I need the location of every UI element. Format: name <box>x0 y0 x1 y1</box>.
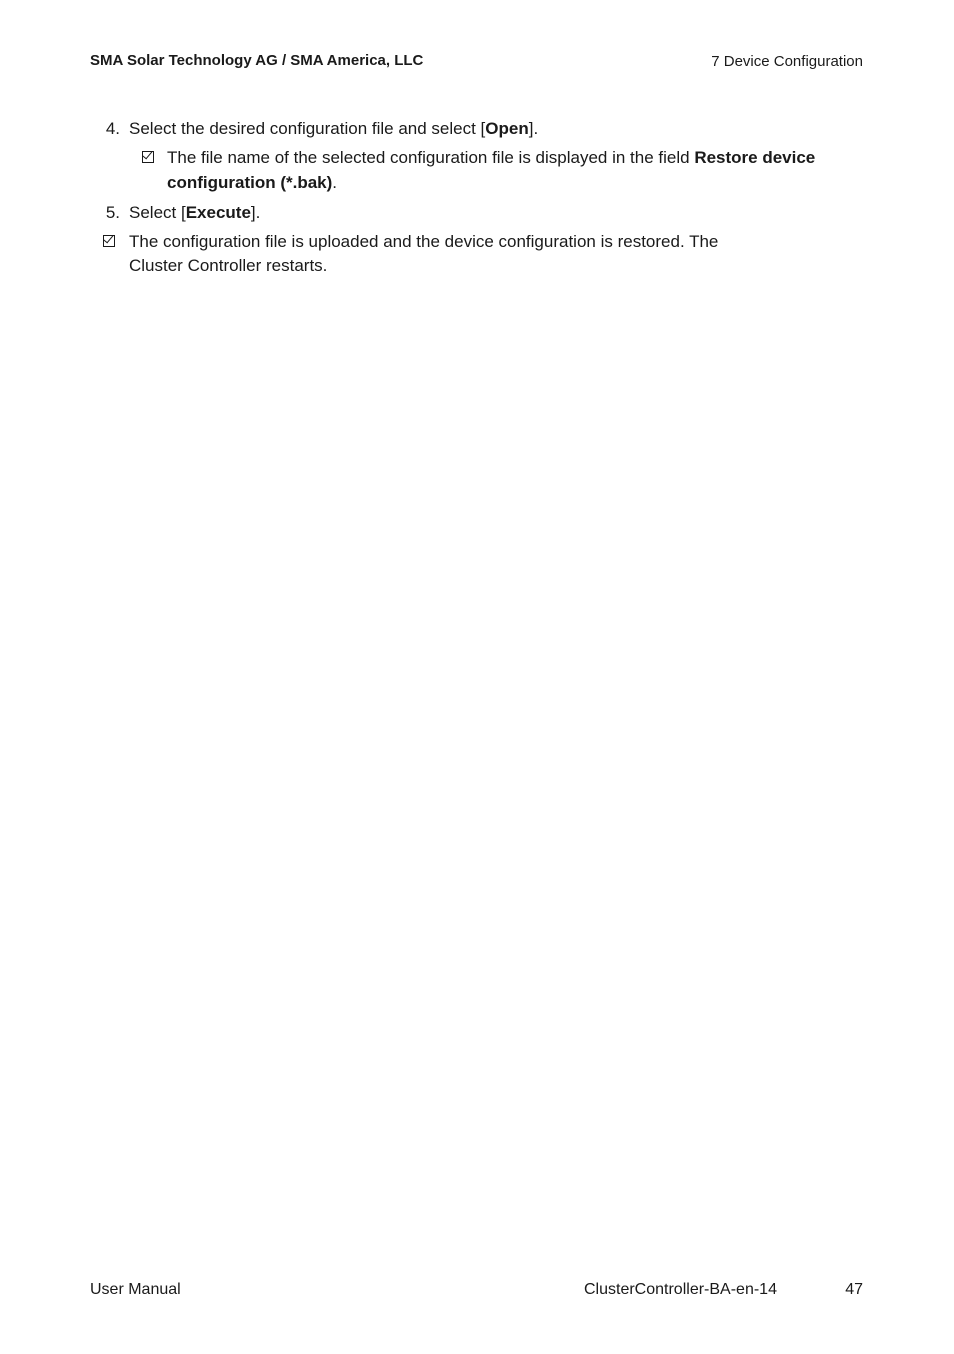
restore-field-label: Restore device <box>694 148 816 167</box>
step-4-result-line2: configuration (*.bak). <box>167 173 338 192</box>
final-result-line1: The configuration file is uploaded and the device configuration is restored. The <box>129 232 719 251</box>
page-number: 47 <box>845 1281 863 1298</box>
step-4-result: The file name of the selected configuration file is displayed in the field Restore device <box>167 148 816 167</box>
open-label: Open <box>485 119 529 138</box>
header-chapter: 7 Device Configuration <box>711 53 863 70</box>
step-5-text: Select [Execute]. <box>129 203 261 222</box>
checkmark-icon <box>142 151 154 163</box>
checkmark-icon <box>103 235 115 247</box>
step-number: 5. <box>105 203 120 222</box>
footer-manual: User Manual <box>90 1281 181 1298</box>
header-company: SMA Solar Technology AG / SMA America, LLC <box>90 52 424 69</box>
restore-field-label-cont: configuration (*.bak) <box>167 173 333 192</box>
execute-label: Execute <box>185 203 251 222</box>
step-4-text: Select the desired configuration file and select [Open]. <box>129 119 539 138</box>
final-result-line2: Cluster Controller restarts. <box>129 256 328 275</box>
step-number: 4. <box>105 119 120 138</box>
footer-document-id: ClusterController-BA-en-14 <box>584 1281 777 1298</box>
